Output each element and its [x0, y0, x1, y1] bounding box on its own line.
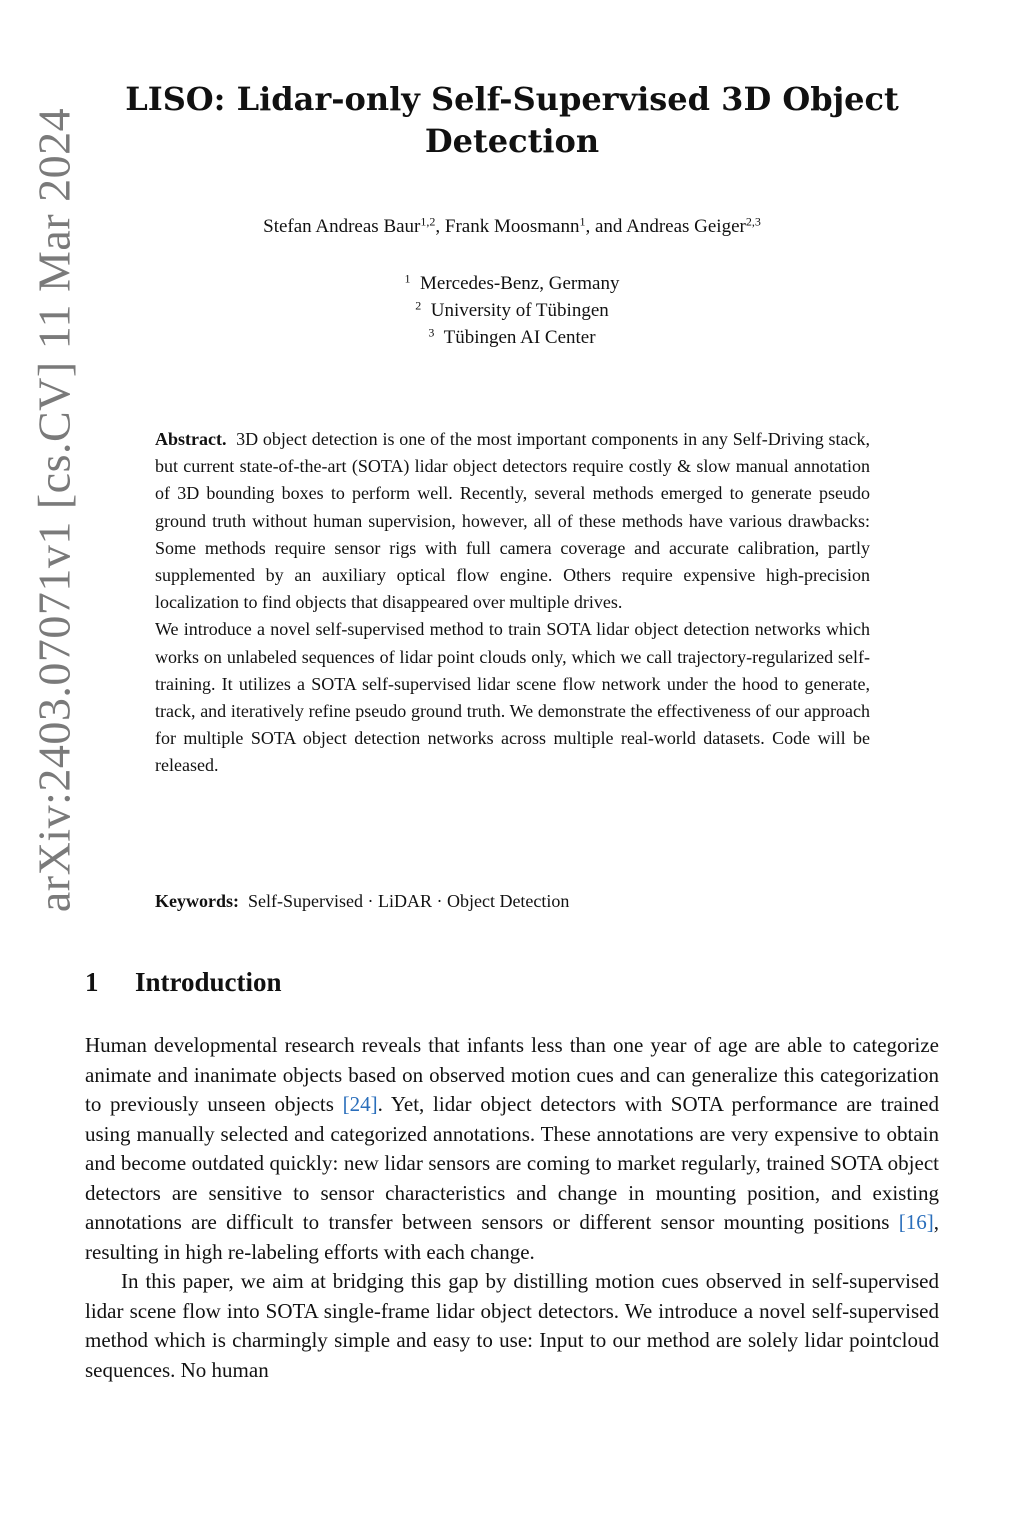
affiliation — [120, 297, 904, 324]
introduction-body — [85, 1031, 939, 1385]
affiliation-name: Mercedes-Benz, Germany — [420, 273, 620, 294]
arxiv-identifier-stamp: arXiv:2403.07071v1 [cs.CV] 11 Mar 2024 — [28, 107, 80, 913]
affiliation — [120, 324, 904, 351]
author-affiliation-marker: 2,3 — [745, 214, 761, 229]
body-text-run: Human developmental research reveals that infants less than one year of age are able to categorize animate and inanimate objects based on observed motion cues and can generalize this categorization to previously unseen objects — [85, 1033, 939, 1116]
citation-link[interactable]: [24] — [342, 1092, 378, 1116]
abstract-label: Abstract. — [155, 429, 227, 449]
author-name: Stefan Andreas Baur — [263, 216, 421, 237]
body-text-run: , resulting in high re-labeling efforts with each change. — [85, 1210, 939, 1264]
abstract-paragraph — [155, 426, 870, 616]
author-list — [120, 214, 904, 240]
paper-title: LISO: Lidar-only Self-Supervised 3D Object Detection — [125, 80, 899, 160]
section-number: 1 — [85, 967, 99, 997]
citation-link[interactable]: [16] — [898, 1210, 934, 1234]
body-text-run: . Yet, lidar object detectors with SOTA performance are trained using manually selected and categorized annotations. These annotations are very expensive to obtain and become outdated quickly: new lidar sensors are coming to market regularly, trained SOTA object detectors are sensitive to sensor characteristics and change in mounting position, and existing annotations are difficult to transfer between sensors or different sensor mounting positions — [85, 1092, 939, 1234]
keywords — [155, 888, 870, 915]
affiliation-number: 2 — [415, 298, 422, 313]
author-affiliation-marker: 1 — [579, 214, 586, 229]
section-heading — [85, 964, 939, 1000]
abstract-text: 3D object detection is one of the most important components in any Self-Driving stack, but current state-of-the-art (SOTA) lidar object detectors require costly & slow manual annotation of 3D bounding boxes to perform well. Recently, several methods emerged to generate pseudo ground truth without human supervision, however, all of these methods have various drawbacks: Some methods require sensor rigs with full camera coverage and accurate calibration, partly supplemented by an auxiliary optical flow engine. Others require expensive high-precision localization to find objects that disappeared over multiple drives. — [155, 429, 870, 613]
affiliation — [120, 270, 904, 297]
section-title: Introduction — [135, 967, 282, 997]
affiliation-name: University of Tübingen — [430, 300, 609, 321]
affiliation-list — [120, 270, 904, 351]
keywords-label: Keywords: — [155, 891, 239, 911]
author-separator: , — [435, 216, 445, 237]
author-name: Frank Moosmann — [444, 216, 580, 237]
author-separator: , and — [585, 216, 627, 237]
affiliation-number: 3 — [428, 325, 435, 340]
keywords-text: Self-Supervised · LiDAR · Object Detection — [248, 891, 570, 911]
body-paragraph — [85, 1031, 939, 1267]
abstract — [155, 426, 870, 780]
affiliation-name: Tübingen AI Center — [443, 327, 596, 348]
affiliation-number: 1 — [404, 271, 411, 286]
author-name: Andreas Geiger — [626, 216, 746, 237]
body-paragraph: In this paper, we aim at bridging this gap by distilling motion cues observed in self-supervised lidar scene flow into SOTA single-frame lidar object detectors. We introduce a novel self-supervised method which is charmingly simple and easy to use: Input to our method are solely lidar pointcloud sequences. No human — [85, 1269, 939, 1382]
author-affiliation-marker: 1,2 — [420, 214, 436, 229]
abstract-paragraph: We introduce a novel self-supervised method to train SOTA lidar object detection networks which works on unlabeled sequences of lidar point clouds only, which we call trajectory-regularized self-training. It utilizes a SOTA self-supervised lidar scene flow network under the hood to generate, track, and iteratively refine pseudo ground truth. We demonstrate the effectiveness of our approach for multiple SOTA object detection networks across multiple real-world datasets. Code will be released. — [155, 619, 870, 776]
